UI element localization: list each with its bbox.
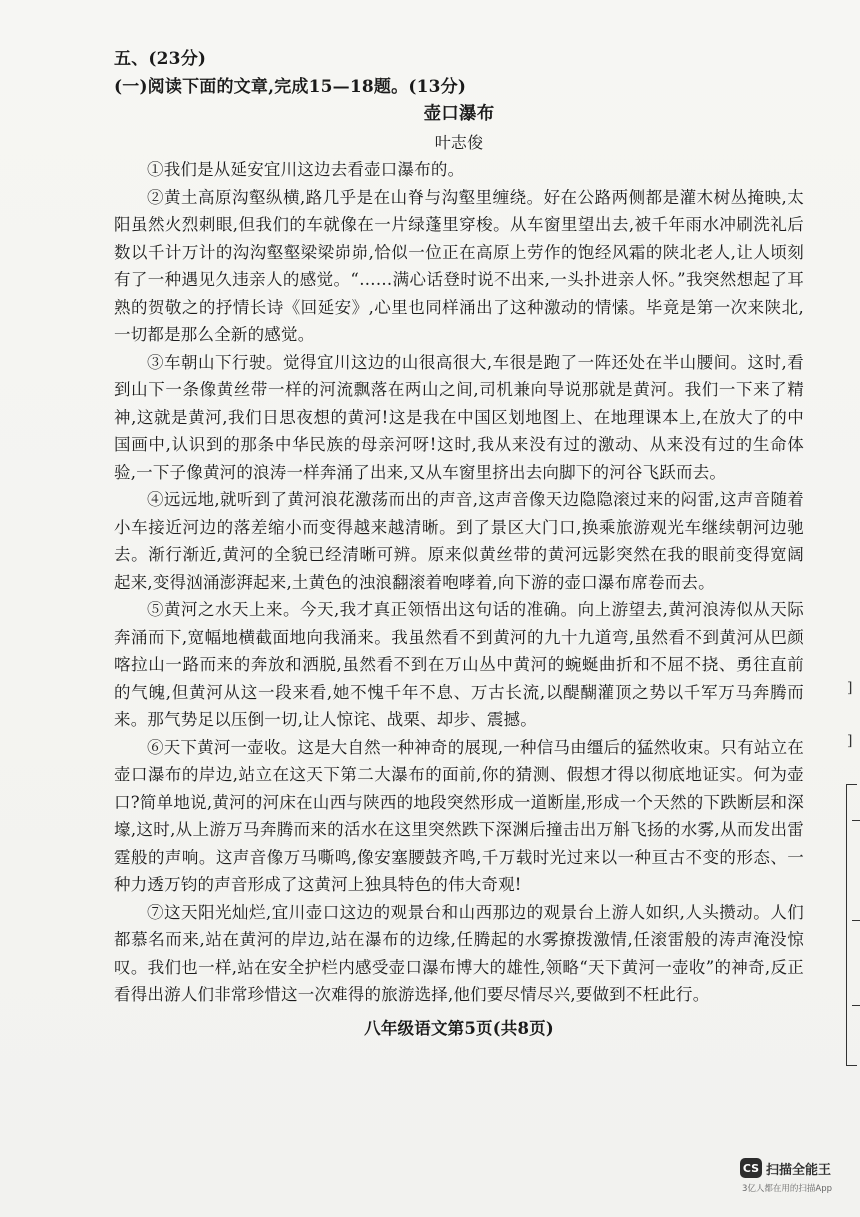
paragraph-3: ③车朝山下行驶。觉得宜川这边的山很高很大,车很是跑了一阵还处在半山腰间。这时,看到山下一条像黄丝带一样的河流飘落在两山之间,司机兼向导说那就是黄河。我们一下来了精神,这就是黄河,我们日思夜想的黄河!这是我在中国区划地图上、在地理课本上,在放大了的中国画中,认识到的那条中华民族的母亲河呀!这时,我从来没有过的激动、从来没有过的生命体验,一下子像黄河的浪涛一样奔涌了出来,又从车窗里挤出去向脚下的河谷飞跃而去。 xyxy=(114,352,804,482)
edge-mark: ] xyxy=(847,680,853,696)
bracket-tick xyxy=(852,1005,860,1006)
edge-mark: ] xyxy=(847,733,853,749)
paragraph-5: ⑤黄河之水天上来。今天,我才真正领悟出这句话的准确。向上游望去,黄河浪涛似从天际奔涌而下,宽幅地横截面地向我涌来。我虽然看不到黄河的九十九道弯,虽然看不到黄河从巴颜喀拉山一路而来的奔放和洒脱,虽然看不到在万山丛中黄河的蜿蜒曲折和不屈不挠、勇往直前的气魄,但黄河从这一段来看,她不愧千年不息、万古长流,以醍醐灌顶之势以千军万马奔腾而来。那气势足以压倒一切,让人惊诧、战栗、却步、震撼。 xyxy=(114,600,804,729)
article-title: 壶口瀑布 xyxy=(423,104,495,124)
paragraph-4: ④远远地,就听到了黄河浪花激荡而出的声音,这声音像天边隐隐滚过来的闷雷,这声音随着小车接近河边的落差缩小而变得越来越清晰。到了景区大门口,换乘旅游观光车继续朝河边驰去。渐行渐近,黄河的全貌已经清晰可辨。原来似黄丝带的黄河远影突然在我的眼前变得宽阔起来,变得汹涌澎湃起来,土黄色的浊浪翻滚着咆哮着,向下游的壶口瀑布席卷而去。 xyxy=(114,490,804,592)
reading-instruction: (一)阅读下面的文章,完成15—18题。(13分) xyxy=(114,76,467,97)
paragraph-2: ②黄土高原沟壑纵横,路几乎是在山脊与沟壑里缠绕。好在公路两侧都是灌木树丛掩映,太阳虽然火烈刺眼,但我们的车就像在一片绿蓬里穿梭。从车窗里望出去,被千年雨水冲刷洗礼后数以千计万计的沟沟壑壑梁梁峁峁,恰似一位正在高原上劳作的饱经风霜的陕北老人,让人顷刻有了一种遇见久违亲人的感觉。“……满心话登时说不出来,一头扑进亲人怀。”我突然想起了耳熟的贺敬之的抒情长诗《回延安》,心里也同样涌出了这种激动的情愫。毕竟是第一次来陕北,一切都是那么全新的感觉。 xyxy=(114,187,804,344)
paragraph-6: ⑥天下黄河一壶收。这是大自然一种神奇的展现,一种信马由缰后的猛然收束。只有站立在壶口瀑布的岸边,站立在这天下第二大瀑布的面前,你的猜测、假想才得以彻底地证实。何为壶口?简单地说,黄河的河床在山西与陕西的地段突然形成一道断崖,形成一个天然的下跌断层和深壕,这时,从上游万马奔腾而来的活水在这里突然跌下深渊后撞击出万斛飞扬的水雾,从而发出雷霆般的声响。这声音像万马嘶鸣,像安塞腰鼓齐鸣,千万载时光过来以一种亘古不变的形态、一种力透万钧的声音形成了这黄河上独具特色的伟大奇观! xyxy=(114,737,804,894)
bracket-tick xyxy=(852,820,860,821)
article-author: 叶志俊 xyxy=(434,132,484,152)
camscanner-logo-icon: CS xyxy=(740,1158,762,1178)
article-content xyxy=(114,46,804,1042)
scanner-tagline: 3亿人都在用的扫描App xyxy=(742,1184,833,1194)
paragraph-1: ①我们是从延安宜川这边去看壶口瀑布的。 xyxy=(147,160,465,179)
scanner-watermark xyxy=(740,1158,831,1178)
section-heading: 五、(23分) xyxy=(114,49,207,69)
margin-bracket xyxy=(846,784,857,1066)
scanner-app-name: 扫描全能王 xyxy=(766,1162,832,1178)
page-footer: 八年级语文第5页(共8页) xyxy=(364,1018,554,1038)
bracket-tick xyxy=(852,920,860,921)
paragraph-7: ⑦这天阳光灿烂,宜川壶口这边的观景台和山西那边的观景台上游人如织,人头攒动。人们都慕名而来,站在黄河的岸边,站在瀑布的边缘,任腾起的水雾撩拨激情,任滚雷般的涛声淹没惊叹。我们也一样,站在安全护栏内感受壶口瀑布博大的雄性,领略“天下黄河一壶收”的神奇,反正看得出游人们非常珍惜这一次难得的旅游选择,他们要尽情尽兴,要做到不枉此行。 xyxy=(114,902,804,1004)
